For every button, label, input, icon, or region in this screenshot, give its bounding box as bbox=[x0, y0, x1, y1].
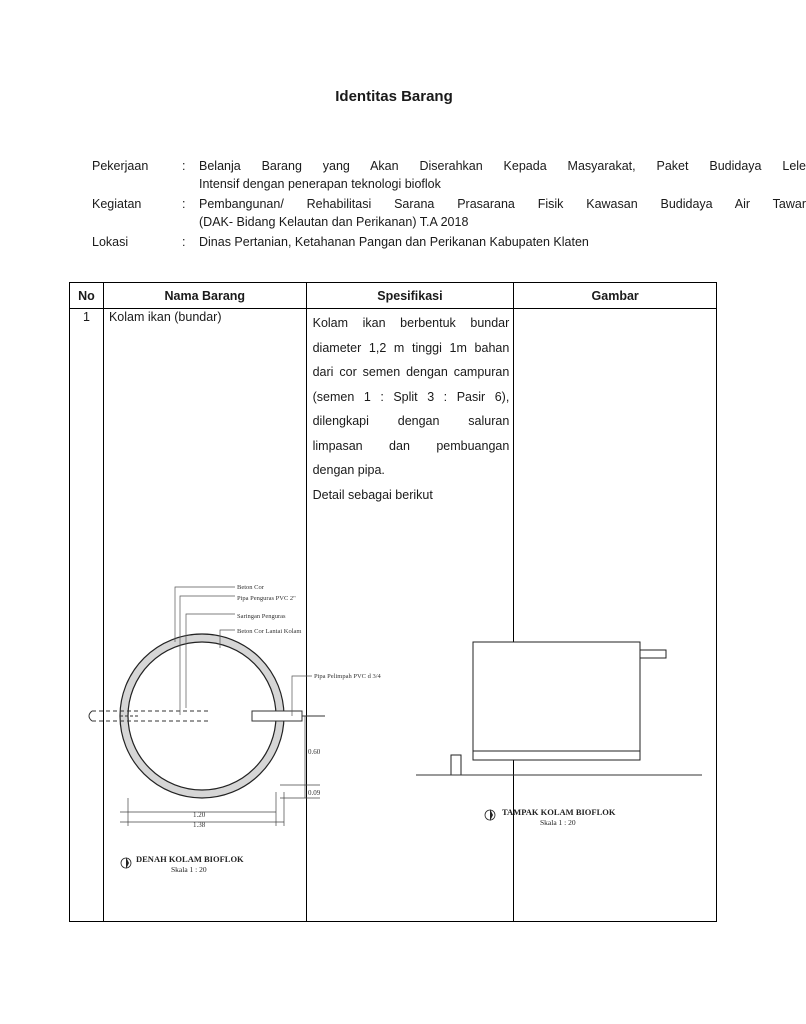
label-beton-lantai: Beton Cor Lantai Kolam bbox=[237, 628, 302, 635]
field-colon: : bbox=[182, 197, 186, 211]
north-arrow-icon bbox=[121, 857, 131, 869]
table-header-row bbox=[70, 283, 717, 309]
dim-060: 0.60 bbox=[308, 748, 321, 756]
drain-pipe bbox=[451, 755, 461, 775]
spec-line: dengan pipa. bbox=[312, 463, 385, 477]
overflow-pipe bbox=[640, 642, 666, 658]
label-pipa-pelimpah: Pipa Pelimpah PVC d 3/4 bbox=[314, 673, 381, 680]
header-no: No bbox=[70, 283, 104, 309]
tank-body bbox=[473, 642, 640, 760]
field-value: Belanja Barang yang Akan Diserahkan Kepada Masyarakat, Paket Budidaya Lele bbox=[199, 159, 806, 173]
elevation-drawing bbox=[400, 630, 720, 830]
north-arrow-icon bbox=[485, 809, 495, 821]
document-title: Identitas Barang bbox=[335, 88, 453, 105]
spec-line: Kolam ikan berbentuk bundar bbox=[312, 316, 510, 330]
field-value-cont: (DAK- Bidang Kelautan dan Perikanan) T.A 2018 bbox=[199, 215, 469, 229]
header-spesifikasi: Spesifikasi bbox=[306, 283, 514, 309]
row-spec bbox=[307, 309, 514, 507]
field-label: Pekerjaan bbox=[92, 159, 149, 173]
label-saringan: Saringan Penguras bbox=[237, 613, 286, 620]
row-name: Kolam ikan (bundar) bbox=[108, 310, 222, 324]
elevation-scale: Skala 1 : 20 bbox=[540, 818, 576, 827]
row-no: 1 bbox=[83, 310, 90, 324]
plan-caption: DENAH KOLAM BIOFLOK bbox=[136, 854, 244, 864]
plan-drawing bbox=[80, 580, 381, 880]
header-gambar: Gambar bbox=[514, 283, 717, 309]
field-label: Kegiatan bbox=[92, 197, 142, 211]
plan-scale: Skala 1 : 20 bbox=[171, 865, 207, 874]
spec-line: dari cor semen dengan campuran bbox=[312, 365, 510, 379]
label-pipa-penguras: Pipa Penguras PVC 2" bbox=[237, 595, 296, 602]
overflow-pipe bbox=[252, 711, 325, 721]
spec-line: Detail sebagai berikut bbox=[312, 487, 433, 502]
field-value-cont: Intensif dengan penerapan teknologi bioflok bbox=[199, 177, 441, 191]
field-label: Lokasi bbox=[92, 235, 129, 249]
field-value: Pembangunan/ Rehabilitasi Sarana Prasarana Fisik Kawasan Budidaya Air Tawar bbox=[199, 197, 806, 211]
field-colon: : bbox=[182, 159, 186, 173]
field-value: Dinas Pertanian, Ketahanan Pangan dan Perikanan Kabupaten Klaten bbox=[199, 235, 589, 249]
label-beton-cor: Beton Cor bbox=[237, 584, 264, 591]
dim-120: 1.20 bbox=[193, 811, 206, 819]
header-nama-barang: Nama Barang bbox=[103, 283, 306, 309]
spec-line: (semen 1 : Split 3 : Pasir 6), bbox=[312, 389, 510, 404]
elevation-caption: TAMPAK KOLAM BIOFLOK bbox=[502, 807, 616, 817]
spec-line: dilengkapi dengan saluran bbox=[312, 414, 510, 428]
spec-line: diameter 1,2 m tinggi 1m bahan bbox=[312, 340, 510, 355]
field-colon: : bbox=[182, 235, 186, 249]
spec-line: limpasan dan pembuangan bbox=[312, 438, 510, 453]
dim-009: 0.09 bbox=[308, 789, 321, 797]
dim-138: 1.38 bbox=[193, 821, 206, 829]
